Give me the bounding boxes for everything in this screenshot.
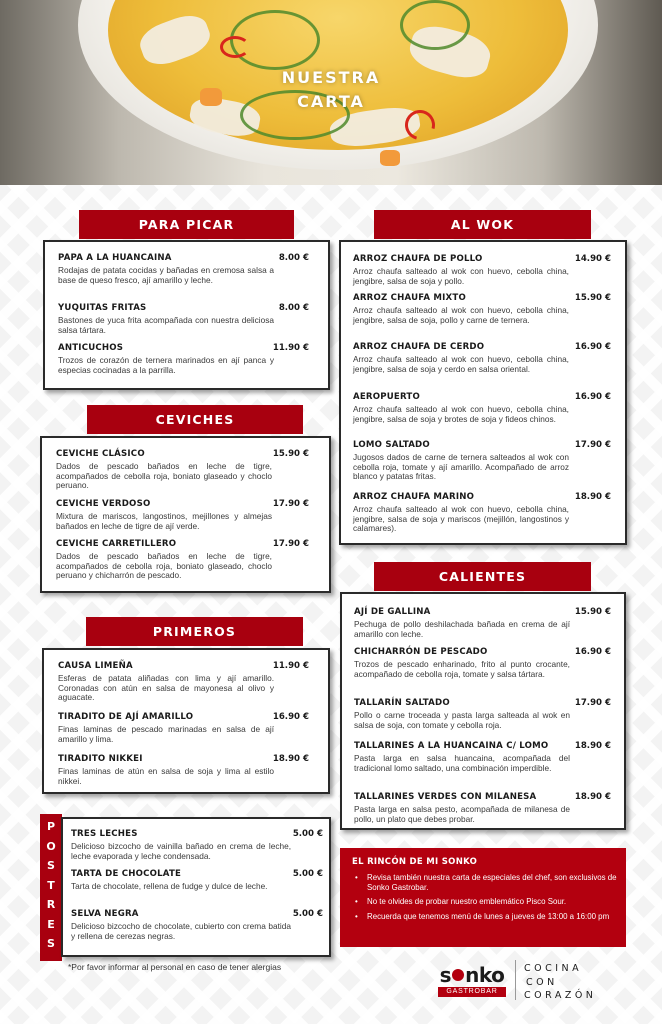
item-price: 15.90 € [272,449,309,459]
item-price: 11.90 € [272,661,309,671]
item-price: 16.90 € [574,647,611,657]
menu-box-al-wok [339,240,627,545]
item-description: Arroz chaufa salteado al wok con huevo, cebolla china, jengibre, salsa de soja y cerdo en salsa oriental. [353,354,569,374]
item-price: 15.90 € [574,293,611,303]
postres-letter: S [47,937,55,950]
rincon-panel [340,848,626,947]
slogan [524,962,624,1003]
postres-letter: R [46,898,56,911]
item-description: Pechuga de pollo deshilachada bañada en crema de ají amarillo con leche. [354,619,570,639]
item-description: Arroz chaufa salteado al wok con huevo, cebolla china, jengibre, salsa de soja y mariscos (mejillón, langostinos y calamares). [353,504,569,534]
item-name: AEROPUERTO [353,392,420,402]
item-name: CHICHARRÓN DE PESCADO [354,647,488,657]
item-name: ARROZ CHAUFA MIXTO [353,293,466,303]
item-price: 17.90 € [272,499,309,509]
item-price: 18.90 € [574,792,611,802]
slogan-line: CORAZÓN [524,990,597,1001]
menu-box-postres [61,817,331,957]
logo-wordmark [438,964,506,986]
section-title-ceviches: CEVICHES [87,405,303,434]
item-name: ANTICUCHOS [58,343,124,353]
rincon-bullet: • No te olvides de probar nuestro emblemático Pisco Sour. [354,897,618,907]
menu-box-ceviches [40,436,331,593]
item-name: TIRADITO NIKKEI [58,754,143,764]
item-description: Trozos de pescado enharinado, frito al punto crocante, acompañado de cebolla roja, tomate y salsa tártara. [354,659,570,679]
item-price: 17.90 € [272,539,309,549]
item-name: YUQUITAS FRITAS [58,303,147,313]
postres-letter: S [47,859,55,872]
logo-divider [515,960,516,1000]
postres-letter: E [47,917,55,931]
section-title-calientes: CALIENTES [374,562,591,591]
item-price: 15.90 € [574,607,611,617]
logo-subtitle: GASTROBAR [438,987,506,997]
rincon-bullet: • Recuerda que tenemos menú de lunes a jueves de 13:00 a 16:00 pm [354,912,618,922]
item-price: 14.90 € [574,254,611,264]
item-description: Delicioso bizcocho de chocolate, cubierto con crema batida y rellena de cerezas negras. [71,921,291,941]
menu-box-para-picar [43,240,330,390]
menu-box-primeros [42,648,330,794]
item-description: Trozos de corazón de ternera marinados en ají panca y especias cocinadas a la parrilla. [58,355,274,375]
rincon-title: EL RINCÓN DE MI SONKO [352,857,478,867]
logo-text-right: nko [465,963,505,987]
title-line-2: CARTA [297,92,365,111]
item-description: Dados de pescado bañados en leche de tigre, acompañados de cebolla roja, boniato glaseado, choclo peruano y chicharrón de pescado. [56,551,272,581]
item-price: 8.00 € [278,303,309,313]
postres-letter: P [46,820,56,833]
item-price: 8.00 € [278,253,309,263]
sonko-logo [438,964,506,998]
item-name: ARROZ CHAUFA MARINO [353,492,475,502]
menu-box-calientes [340,592,626,830]
item-description: Finas laminas de atún en salsa de soja y lima al estilo nikkei. [58,766,274,786]
item-description: Finas laminas de pescado marinadas en salsa de ají amarillo y lima. [58,724,274,744]
item-name: TALLARINES A LA HUANCAINA C/ LOMO [354,741,549,751]
item-description: Dados de pescado bañados en leche de tigre, acompañados de cebolla roja, boniato glaseado y choclo peruano. [56,461,272,491]
item-name: CEVICHE CARRETILLERO [56,539,177,549]
item-price: 18.90 € [574,741,611,751]
item-description: Mixtura de mariscos, langostinos, mejillones y almejas bañados en leche de tigre de ají verde. [56,511,272,531]
item-price: 16.90 € [574,392,611,402]
item-name: CEVICHE VERDOSO [56,499,151,509]
title-line-1: NUESTRA [281,68,381,87]
item-description: Rodajas de patata cocidas y bañadas en cremosa salsa a base de queso fresco, ají amarillo y leche. [58,265,274,285]
slogan-line: COCINA [524,963,583,974]
item-description: Pasta larga en salsa pesto, acompañada de milanesa de pollo, un plato que debes probar. [354,804,570,824]
item-name: PAPA A LA HUANCAINA [58,253,172,263]
section-title-primeros: PRIMEROS [86,617,303,646]
item-price: 18.90 € [574,492,611,502]
item-price: 5.00 € [292,829,323,839]
item-description: Jugosos dados de carne de ternera salteados al wok con cebolla roja, tomate y ají amarillo. Acompañado de arroz blanco y patatas fritas. [353,452,569,482]
item-description: Delicioso bizcocho de vainilla bañado en crema de leche, leche evaporada y leche condensada. [71,841,291,861]
item-description: Arroz chaufa salteado al wok con huevo, cebolla china, jengibre, salsa de soja, pollo y carne de ternera. [353,305,569,325]
item-name: CEVICHE CLÁSICO [56,449,145,459]
item-name: TALLARINES VERDES CON MILANESA [354,792,537,802]
postres-letter: O [46,839,56,853]
item-description: Esferas de patata aliñadas con lima y ají amarillo. Coronadas con atún en salsa de mayonesa al olivo y aguacate. [58,673,274,703]
section-title-postres [40,814,62,961]
item-name: TIRADITO DE AJÍ AMARILLO [58,712,194,722]
item-price: 17.90 € [574,698,611,708]
item-description: Bastones de yuca frita acompañada con nuestra deliciosa salsa tártara. [58,315,274,335]
pepper [220,36,250,58]
postres-letter: T [47,878,55,892]
item-name: CAUSA LIMEÑA [58,661,133,671]
sweet-potato [380,150,400,166]
rincon-bullet: • Revisa también nuestra carta de especiales del chef, son exclusivos de Sonko Gastrobar. [354,873,618,892]
item-name: TRES LECHES [71,829,138,839]
item-name: TARTA DE CHOCOLATE [71,869,182,879]
item-description: Arroz chaufa salteado al wok con huevo, cebolla china, jengibre, salsa de soja y brotes de soja y fideos chinos. [353,404,569,424]
item-description: Tarta de chocolate, rellena de fudge y dulce de leche. [71,881,268,891]
rincon-list [354,873,618,926]
item-price: 11.90 € [272,343,309,353]
logo-text-left: s [439,963,452,987]
item-name: SELVA NEGRA [71,909,139,919]
item-price: 5.00 € [292,909,323,919]
item-description: Pollo o carne troceada y pasta larga salteada al wok en salsa de soja, con tomate y cebolla roja. [354,710,570,730]
section-title-al-wok: AL WOK [374,210,591,239]
item-description: Arroz chaufa salteado al wok con huevo, cebolla china, jengibre, salsa de soja y pollo. [353,266,569,286]
item-price: 17.90 € [574,440,611,450]
item-name: LOMO SALTADO [353,440,430,450]
item-price: 5.00 € [292,869,323,879]
item-price: 16.90 € [574,342,611,352]
item-price: 16.90 € [272,712,309,722]
sweet-potato [200,88,222,106]
herb [400,0,470,50]
item-description: Pasta larga en salsa huancaina, acompañada del tradicional lomo saltado, una combinación imperdible. [354,753,570,773]
item-name: AJÍ DE GALLINA [354,607,431,617]
heart-icon [452,969,464,981]
slogan-line: CON [526,976,558,988]
item-price: 18.90 € [272,754,309,764]
item-name: ARROZ CHAUFA DE CERDO [353,342,485,352]
hero-image [0,0,662,185]
allergy-note: *Por favor informar al personal en caso de tener alergias [68,962,282,972]
item-name: ARROZ CHAUFA DE POLLO [353,254,483,264]
section-title-para-picar: PARA PICAR [79,210,294,239]
item-name: TALLARÍN SALTADO [354,698,450,708]
page-title [231,66,431,114]
